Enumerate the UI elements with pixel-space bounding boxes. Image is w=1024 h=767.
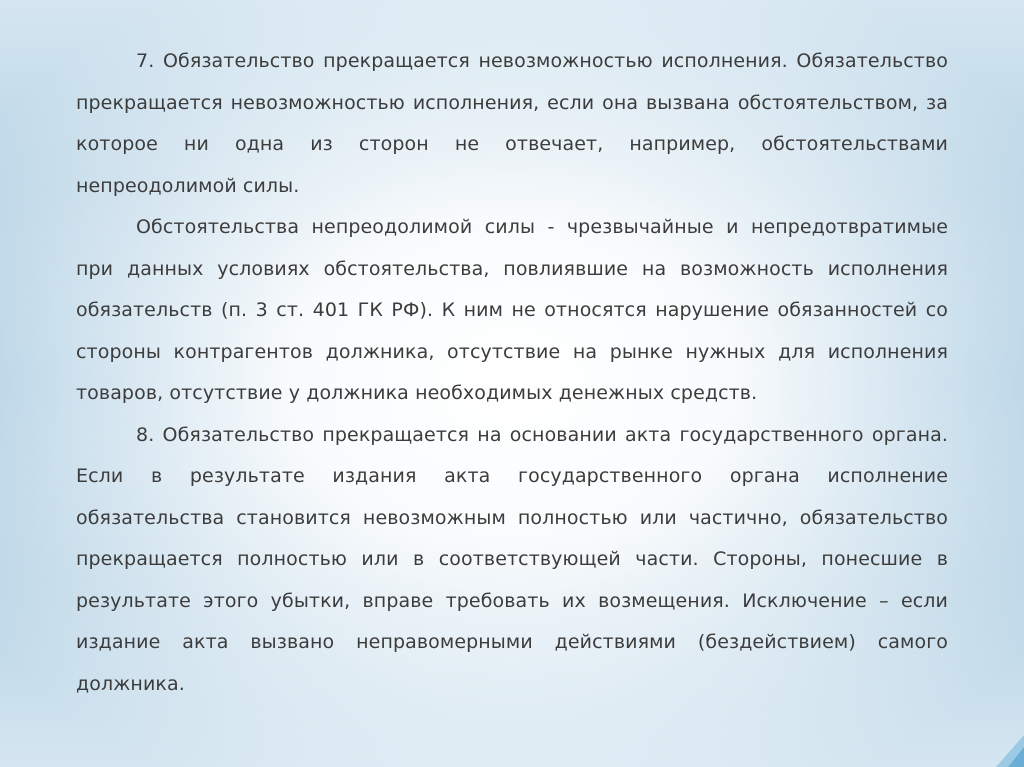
corner-decoration-icon [984, 727, 1024, 767]
document-body [76, 41, 948, 705]
paragraph-impossibility: 7. Обязательство прекращается невозможностью исполнения. Обязательство прекращается невозможностью исполнения, если она вызвана обстоятельством, за которое ни одна из сторон не отвечает, например, обстоятельствами непреодолимой силы. [76, 50, 948, 197]
paragraph-force-majeure: Обстоятельства непреодолимой силы - чрезвычайные и непредотвратимые при данных условиях обстоятельства, повлиявшие на возможность исполнения обязательств (п. 3 ст. 401 ГК РФ). К ним не относятся нарушение обязанностей со стороны контрагентов должника, отсутствие на рынке нужных для исполнения товаров, отсутствие у должника необходимых денежных средств. [76, 216, 948, 404]
paragraph-state-act: 8. Обязательство прекращается на основании акта государственного органа. Если в результате издания акта государственного органа исполнение обязательства становится невозможным полностью или частично, обязательство прекращается полностью или в соответствующей части. Стороны, понесшие в результате этого убытки, вправе требовать их возмещения. Исключение – если издание акта вызвано неправомерными действиями (бездействием) самого должника. [76, 423, 948, 695]
